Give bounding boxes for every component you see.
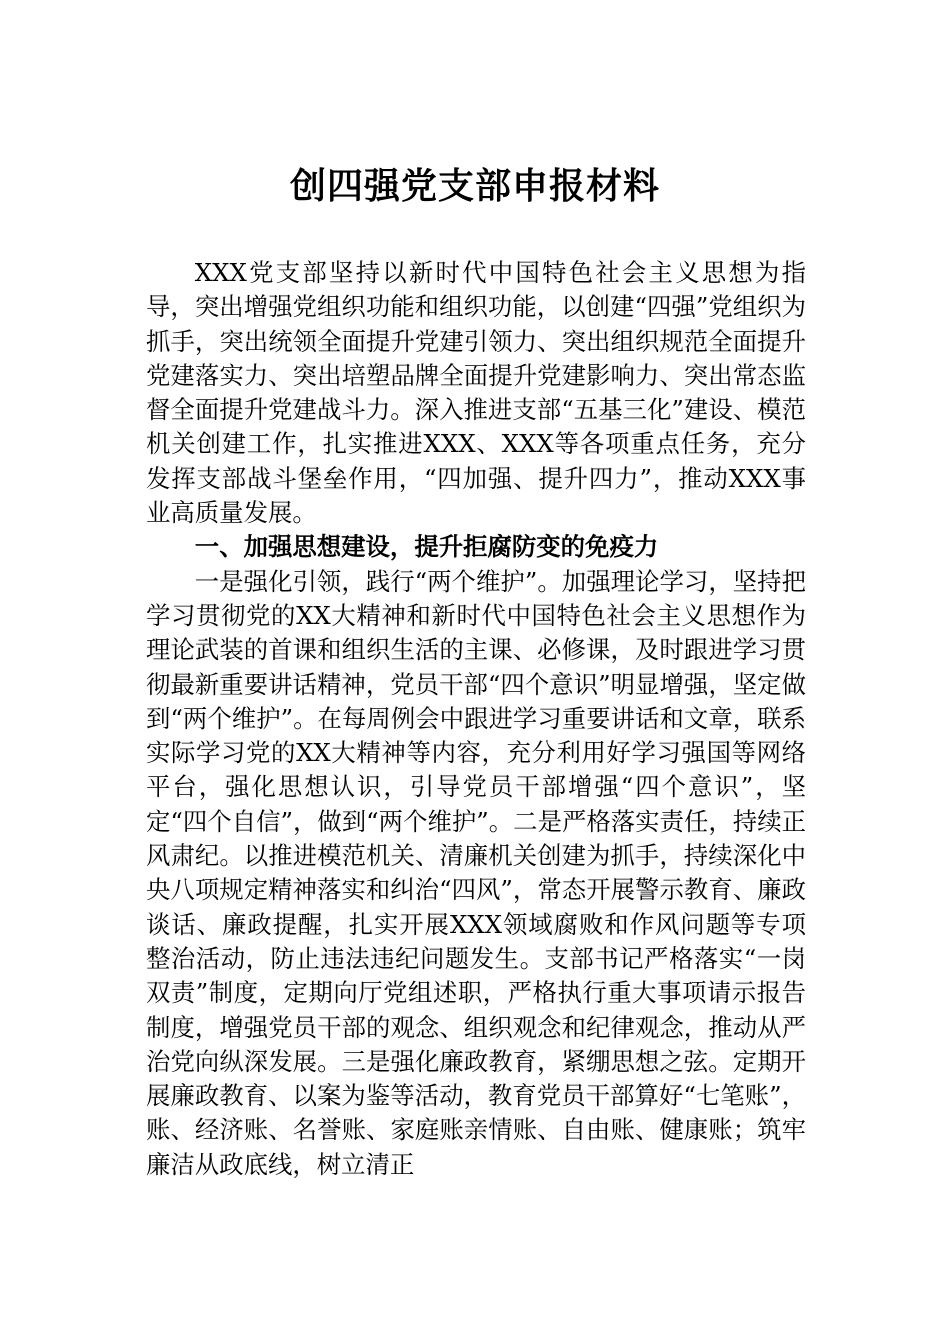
document-body (146, 256, 806, 1182)
section-heading: 一、加强思想建设，提升拒腐防变的免疫力 (194, 532, 659, 562)
document-title: 创四强党支部申报材料 (289, 165, 660, 207)
section-paragraph: 一是强化引领，践行“两个维护”。加强理论学习，坚持把学习贯彻党的XX大精神和新时代中国特色社会主义思想作为理论武装的首课和组织生活的主课、必修课，及时跟进学习贯彻最新重要讲话精神，党员干部“四个意识”明显增强，坚定做到“两个维护”。在每周例会中跟进学习重要讲话和文章，联系实际学习党的XX大精神等内容，充分利用好学习强国等网络平台，强化思想认识，引导党员干部增强“四个意识”，坚定“四个自信”，做到“两个维护”。二是严格落实责任，持续正风肃纪。以推进模范机关、清廉机关创建为抓手，持续深化中央八项规定精神落实和纠治“四风”，常态开展警示教育、廉政谈话、廉政提醒，扎实开展XXX领域腐败和作风问题等专项整治活动，防止违法违纪问题发生。支部书记严格落实“一岗双责”制度，定期向厅党组述职，严格执行重大事项请示报告制度，增强党员干部的观念、组织观念和纪律观念，推动从严治党向纵深发展。三是强化廉政教育，紧绷思想之弦。定期开展廉政教育、以案为鉴等活动，教育党员干部算好“七笔账”，账、经济账、名誉账、家庭账亲情账、自由账、健康账；筑牢廉洁从政底线，树立清正 (146, 566, 806, 1179)
intro-paragraph: XXX党支部坚持以新时代中国特色社会主义思想为指导，突出增强党组织功能和组织功能，以创建“四强”党组织为抓手，突出统领全面提升党建引领力、突出组织规范全面提升党建落实力、突出培塑品牌全面提升党建影响力、突出常态监督全面提升党建战斗力。深入推进支部“五基三化”建设、模范机关创建工作，扎实推进XXX、XXX等各项重点任务，充分发挥支部战斗堡垒作用，“四加强、提升四力”，推动XXX事业高质量发展。 (146, 258, 806, 528)
